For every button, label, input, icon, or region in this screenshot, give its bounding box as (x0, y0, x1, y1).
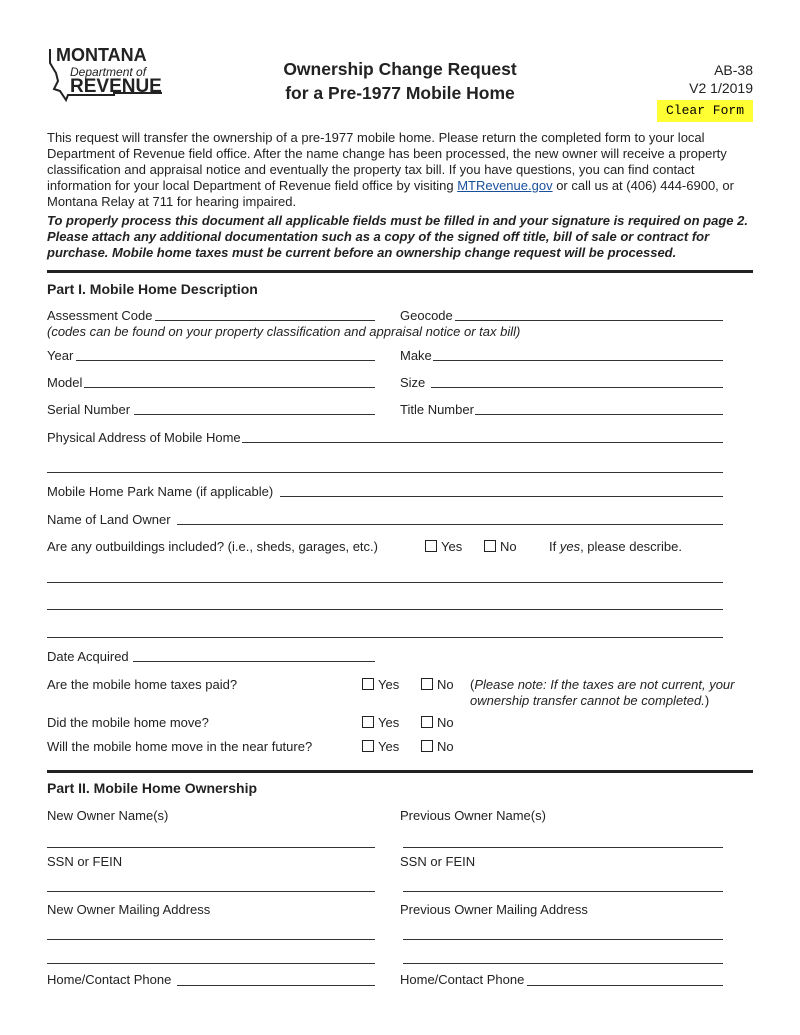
logo-line3: REVENUE (70, 76, 162, 97)
land-owner-label: Name of Land Owner (47, 512, 171, 527)
intro-paragraph (47, 130, 757, 210)
new-owner-label: New Owner Name(s) (47, 808, 169, 823)
divider (47, 770, 753, 773)
divider (47, 270, 753, 273)
form-id: AB-38 (714, 62, 753, 78)
outbuildings-yes-checkbox[interactable] (425, 539, 462, 555)
new-ssn-field[interactable] (47, 891, 375, 892)
checkbox-icon (362, 740, 374, 752)
will-move-yes-checkbox[interactable] (362, 739, 399, 755)
describe-field-1[interactable] (47, 582, 723, 583)
yes-label: Yes (378, 739, 400, 754)
yes-label: Yes (441, 539, 463, 554)
prev-ssn-label: SSN or FEIN (400, 854, 476, 869)
new-mailing-field-2[interactable] (47, 963, 375, 964)
prev-owner-label: Previous Owner Name(s) (400, 808, 546, 823)
prev-owner-field[interactable] (403, 847, 723, 848)
prev-mailing-label: Previous Owner Mailing Address (400, 902, 588, 917)
prev-mailing-field-1[interactable] (403, 939, 723, 940)
geocode-label: Geocode (400, 308, 453, 323)
paren: ) (704, 693, 710, 708)
yes-label: Yes (378, 677, 400, 692)
new-mailing-field-1[interactable] (47, 939, 375, 940)
form-version: V2 1/2019 (689, 80, 753, 96)
prev-ssn-field[interactable] (403, 891, 723, 892)
codes-note: (codes can be found on your property classification and appraisal notice or tax bill) (47, 324, 521, 339)
describe-field-2[interactable] (47, 609, 723, 610)
instructions: To properly process this document all applicable fields must be filled in and your signature is required on page 2. Please attach any additional documentation such as a copy of the signed off title, bill of sale or contract for purchase. Mobile home taxes must be current before an ownership change request will be processed. (47, 213, 748, 260)
outbuildings-label: Are any outbuildings included? (i.e., sheds, garages, etc.) (47, 539, 378, 554)
checkbox-icon (421, 740, 433, 752)
mtrevenue-link[interactable]: MTRevenue.gov (457, 178, 553, 193)
if-text: If (549, 539, 560, 554)
title-number-field[interactable] (475, 414, 723, 415)
if-yes-describe (549, 539, 682, 555)
no-label: No (437, 677, 454, 692)
logo-line2: Department of (70, 65, 147, 79)
physical-address-label: Physical Address of Mobile Home (47, 430, 241, 445)
year-label: Year (47, 348, 74, 363)
taxes-note-1: Please note: If the taxes are not current, your (474, 677, 735, 692)
park-name-label: Mobile Home Park Name (if applicable) (47, 484, 274, 499)
physical-address-field-2[interactable] (47, 472, 723, 473)
title-line2: for a Pre-1977 Mobile Home (285, 83, 515, 103)
prev-phone-field[interactable] (527, 985, 723, 986)
physical-address-field[interactable] (242, 442, 723, 443)
prev-mailing-field-2[interactable] (403, 963, 723, 964)
will-move-label: Will the mobile home move in the near future? (47, 739, 313, 754)
intro-text: This request will transfer the ownership of a pre-1977 mobile home. Please return the completed form to your local Department of Revenue field office. After the name change has been processed, the new owner will receive a property classification and appraisal notice and eventually the property tax bill. If you have questions, you can find contact information for your local Department of Revenue field office by visiting (47, 130, 727, 193)
yes-italic: yes (559, 539, 581, 554)
did-move-label: Did the mobile home move? (47, 715, 209, 730)
did-move-yes-checkbox[interactable] (362, 715, 399, 731)
taxes-no-checkbox[interactable] (421, 677, 454, 693)
checkbox-icon (484, 540, 496, 552)
checkbox-icon (425, 540, 437, 552)
logo-line1: MONTANA (56, 45, 147, 65)
year-field[interactable] (76, 360, 375, 361)
outbuildings-no-checkbox[interactable] (484, 539, 517, 555)
describe-field-3[interactable] (47, 637, 723, 638)
title-number-label: Title Number (400, 402, 474, 417)
date-acquired-field[interactable] (133, 661, 375, 662)
taxes-yes-checkbox[interactable] (362, 677, 399, 693)
page-title (250, 57, 550, 105)
taxes-note-2: ownership transfer cannot be completed. (470, 693, 705, 708)
serial-label: Serial Number (47, 402, 131, 417)
yes-label: Yes (378, 715, 400, 730)
make-field[interactable] (433, 360, 723, 361)
geocode-field[interactable] (455, 320, 723, 321)
checkbox-icon (362, 678, 374, 690)
will-move-no-checkbox[interactable] (421, 739, 454, 755)
new-mailing-label: New Owner Mailing Address (47, 902, 211, 917)
no-label: No (437, 739, 454, 754)
checkbox-icon (362, 716, 374, 728)
taxes-note (470, 677, 735, 693)
assessment-code-field[interactable] (155, 320, 375, 321)
new-ssn-label: SSN or FEIN (47, 854, 123, 869)
title-line1: Ownership Change Request (283, 59, 517, 79)
assessment-code-label: Assessment Code (47, 308, 153, 323)
land-owner-field[interactable] (177, 524, 723, 525)
part1-heading: Part I. Mobile Home Description (47, 281, 258, 297)
no-label: No (500, 539, 517, 554)
new-phone-label: Home/Contact Phone (47, 972, 172, 987)
make-label: Make (400, 348, 432, 363)
prev-phone-label: Home/Contact Phone (400, 972, 525, 987)
checkbox-icon (421, 678, 433, 690)
clear-form-button[interactable]: Clear Form (657, 100, 753, 122)
montana-dor-logo (46, 45, 166, 105)
no-label: No (437, 715, 454, 730)
date-acquired-label: Date Acquired (47, 649, 129, 664)
park-name-field[interactable] (280, 496, 723, 497)
checkbox-icon (421, 716, 433, 728)
serial-field[interactable] (134, 414, 375, 415)
new-phone-field[interactable] (177, 985, 375, 986)
intro-text-end: or call us at (406) 444-6900, or Montana Relay at 711 for hearing impaired. (47, 178, 734, 209)
model-label: Model (47, 375, 83, 390)
taxes-note-line2 (470, 693, 709, 709)
did-move-no-checkbox[interactable] (421, 715, 454, 731)
model-field[interactable] (84, 387, 375, 388)
size-label: Size (400, 375, 426, 390)
taxes-paid-label: Are the mobile home taxes paid? (47, 677, 238, 692)
new-owner-field[interactable] (47, 847, 375, 848)
part2-heading: Part II. Mobile Home Ownership (47, 780, 258, 796)
describe-text: , please describe. (580, 539, 682, 554)
paren: ( (470, 677, 475, 692)
size-field[interactable] (431, 387, 723, 388)
